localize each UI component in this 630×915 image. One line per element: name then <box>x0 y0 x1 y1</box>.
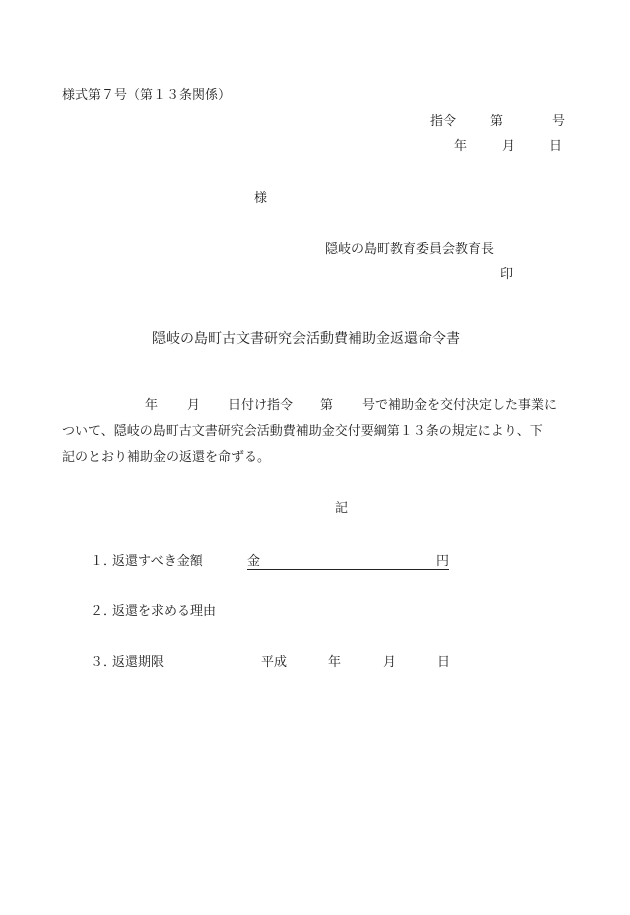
recipient-honorific: 様 <box>254 191 268 206</box>
item-3-number: ３． <box>90 655 117 670</box>
item-1-number: １． <box>90 554 117 569</box>
item-3-nen: 年 <box>328 655 342 670</box>
body-line2: ついて、隠岐の島町古文書研究会活動費補助金交付要綱第１３条の規定により、下 <box>62 424 543 439</box>
item-1-amount-suffix: 円 <box>435 554 449 569</box>
body-line1-tsuki: 月 <box>187 398 201 413</box>
item-2-label: 返還を求める理由 <box>112 604 217 619</box>
item-1-amount-prefix: 金 <box>247 554 261 569</box>
body-line1-rest: 号で補助金を交付決定した事業に <box>362 398 558 413</box>
ki-heading: 記 <box>335 501 349 516</box>
item-3-era: 平成 <box>261 655 288 670</box>
item-1-label: 返還すべき金額 <box>112 554 203 569</box>
sender-name: 隠岐の島町教育委員会教育長 <box>325 242 495 257</box>
item-3-tsuki: 月 <box>383 655 397 670</box>
body-line3: 記のとおり補助金の返還を命ずる。 <box>62 450 271 465</box>
date-nen: 年 <box>454 139 468 154</box>
item-3-label: 返還期限 <box>112 655 165 670</box>
item-3-hi: 日 <box>437 655 451 670</box>
item-2-number: ２． <box>90 604 117 619</box>
item-1-amount-field <box>247 555 449 570</box>
body-line1-nen: 年 <box>145 398 159 413</box>
date-tsuki: 月 <box>502 139 516 154</box>
seal-mark: 印 <box>500 267 514 282</box>
order-shirei: 指令 <box>430 114 457 129</box>
body-line1-date-ref: 日付け指令 <box>228 398 294 413</box>
order-go: 号 <box>552 114 566 129</box>
order-dai: 第 <box>490 114 504 129</box>
document-title: 隠岐の島町古文書研究会活動費補助金返還命令書 <box>152 331 460 347</box>
form-label: 様式第７号（第１３条関係） <box>62 88 232 103</box>
date-hi: 日 <box>549 139 563 154</box>
body-line1-dai: 第 <box>320 398 334 413</box>
